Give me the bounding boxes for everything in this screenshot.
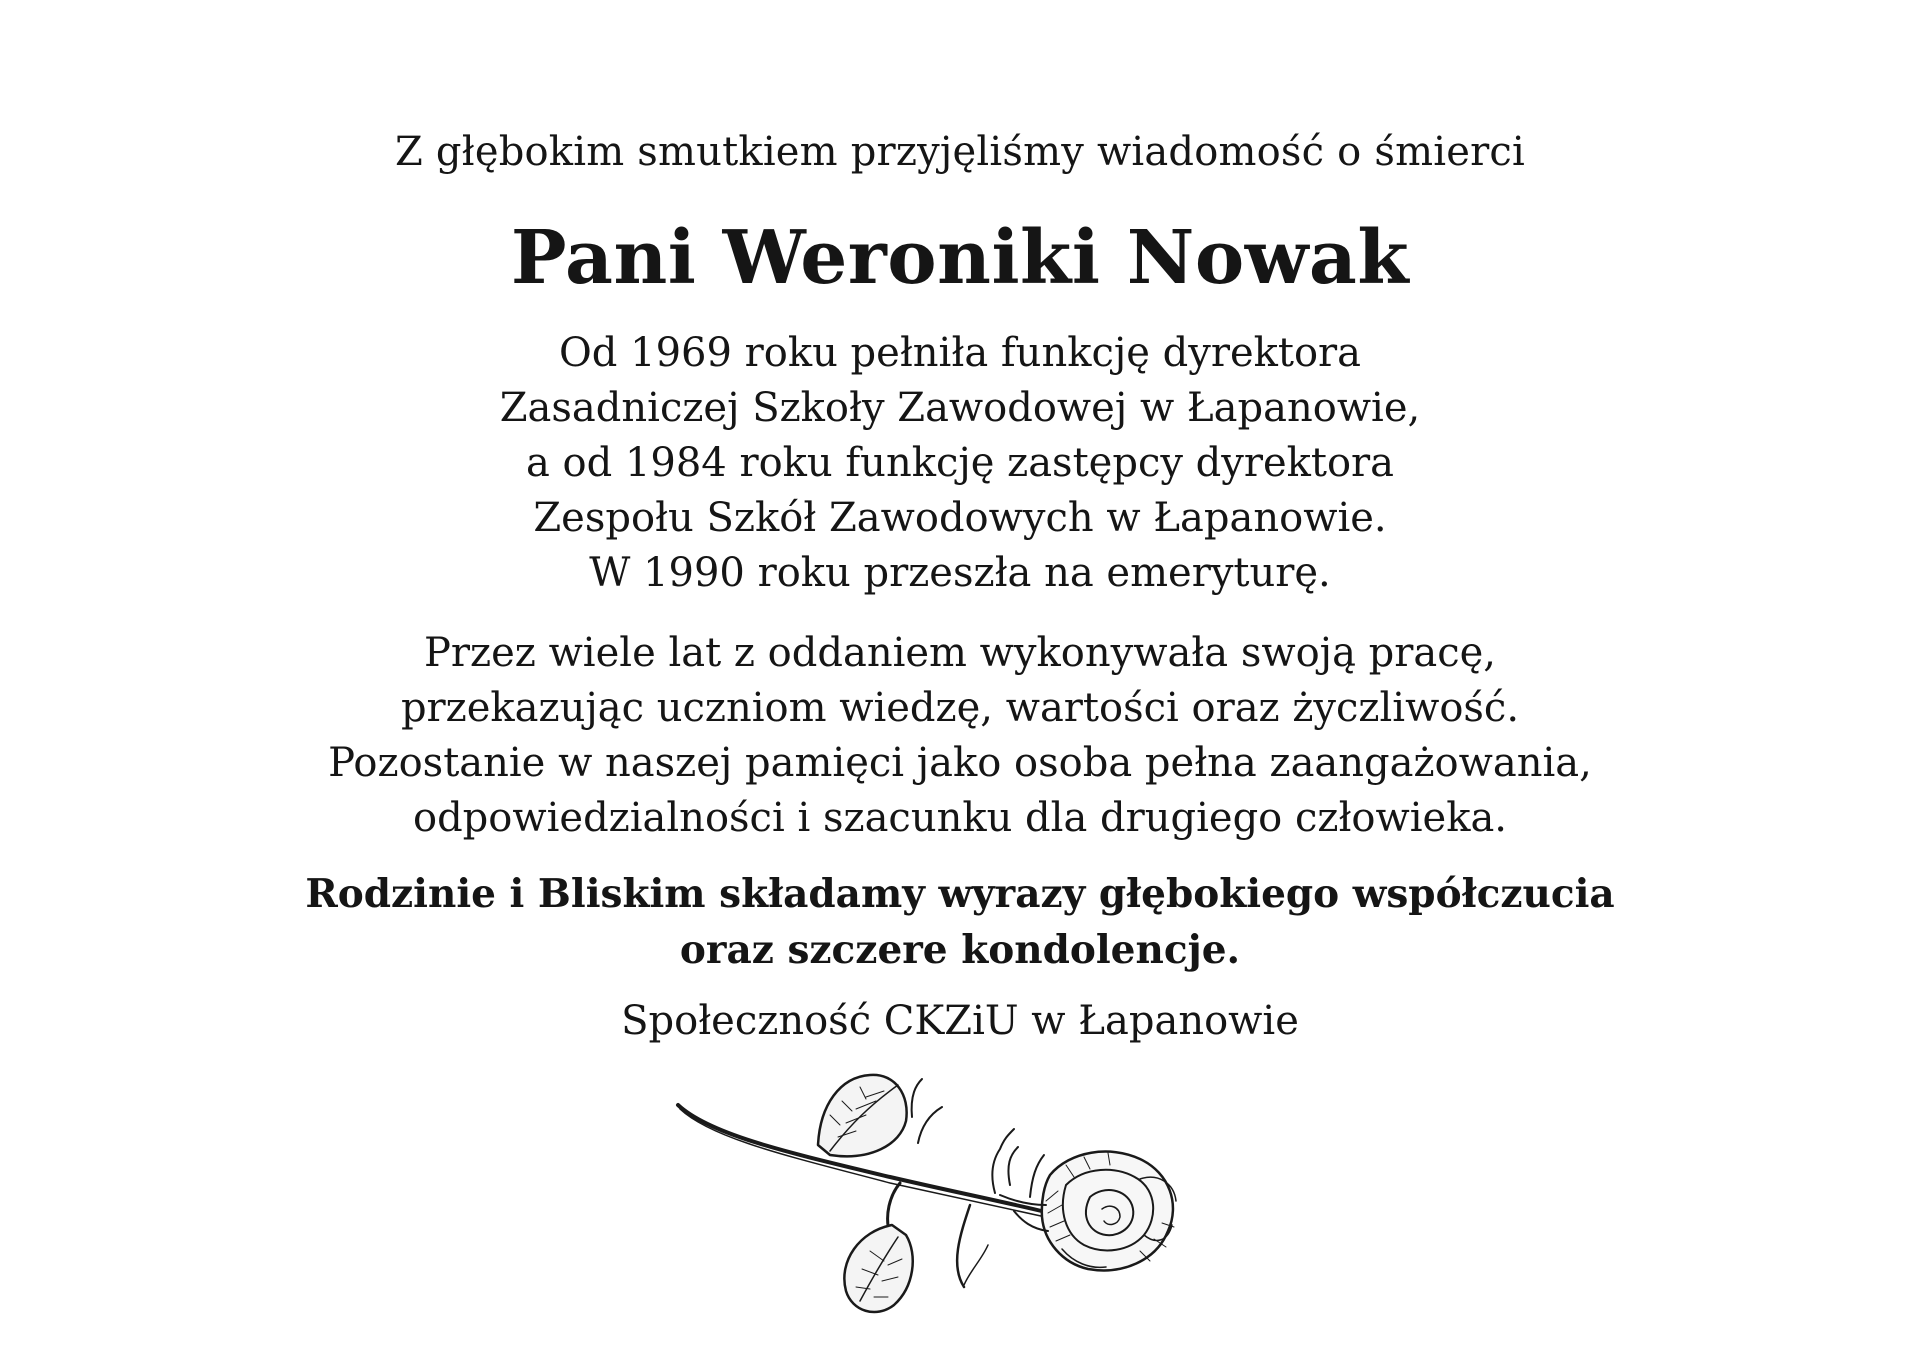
signature: Społeczność CKZiU w Łapanowie	[621, 998, 1299, 1044]
tribute-line: Pozostanie w naszej pamięci jako osoba pełna zaangażowania,	[328, 740, 1592, 786]
tribute-line: Przez wiele lat z oddaniem wykonywała swoją pracę,	[424, 630, 1496, 676]
condolences-line: Rodzinie i Bliskim składamy wyrazy głębokiego współczucia	[305, 871, 1615, 917]
deceased-name: Pani Weroniki Nowak	[510, 215, 1410, 301]
condolences-paragraph	[0, 866, 1920, 978]
rose-illustration-icon	[670, 1065, 1210, 1325]
biography-line: Zasadniczej Szkoły Zawodowej w Łapanowie,	[499, 385, 1421, 431]
intro-text: Z głębokim smutkiem przyjęliśmy wiadomość o śmierci	[394, 129, 1526, 175]
biography-line: Zespołu Szkół Zawodowych w Łapanowie.	[533, 495, 1387, 541]
tribute-line: odpowiedzialności i szacunku dla drugiego człowieka.	[412, 795, 1508, 841]
tribute-paragraph	[0, 626, 1920, 846]
biography-line: a od 1984 roku funkcję zastępcy dyrektora	[525, 440, 1395, 486]
condolences-line: oraz szczere kondolencje.	[679, 927, 1241, 973]
biography-line: Od 1969 roku pełniła funkcję dyrektora	[559, 330, 1361, 376]
biography-line: W 1990 roku przeszła na emeryturę.	[589, 550, 1331, 596]
biography-paragraph	[0, 326, 1920, 601]
tribute-line: przekazując uczniom wiedzę, wartości oraz życzliwość.	[400, 685, 1520, 731]
